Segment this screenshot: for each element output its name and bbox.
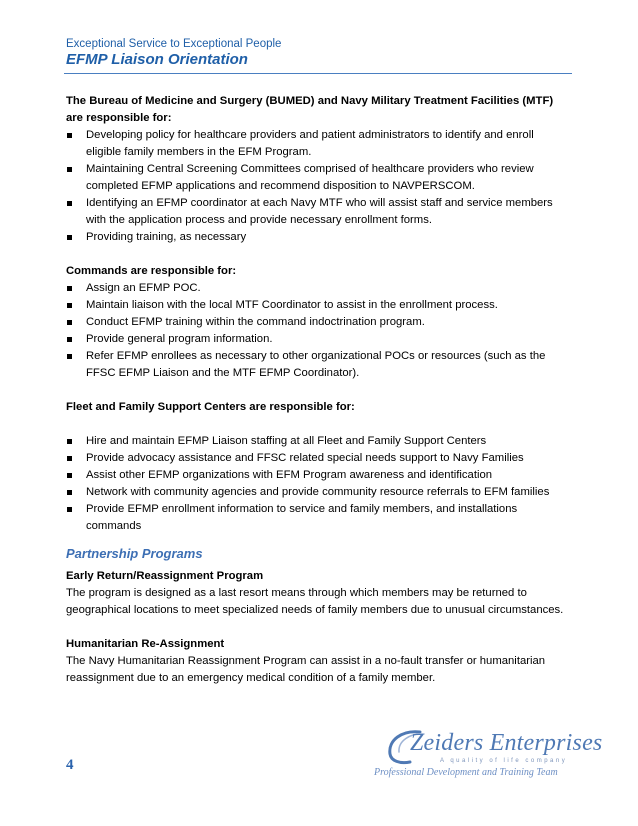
square-bullet-icon — [67, 167, 72, 172]
list-item-text: Conduct EFMP training within the command indoctrination program. — [86, 316, 425, 328]
list-item-text: Hire and maintain EFMP Liaison staffing at all Fleet and Family Support Centers — [86, 435, 487, 447]
list-item-text: Developing policy for healthcare providers and patient administrators to identify and enroll eligible family members in the EFM Program. — [86, 129, 534, 158]
list-item — [66, 348, 572, 382]
list-item — [66, 127, 572, 161]
square-bullet-icon — [67, 235, 72, 240]
list-item — [66, 484, 572, 501]
humanitarian-body: The Navy Humanitarian Reassignment Program can assist in a no-fault transfer or humanitarian reassignment due to an emergency medical condition of a family member. — [66, 655, 546, 684]
humanitarian-heading: Humanitarian Re-Assignment — [66, 638, 225, 650]
list-item — [66, 433, 572, 450]
square-bullet-icon — [67, 490, 72, 495]
list-item-text: Provide advocacy assistance and FFSC related special needs support to Navy Families — [86, 452, 524, 464]
list-item — [66, 467, 572, 484]
page-content — [66, 93, 572, 687]
zeiders-logo — [380, 728, 603, 788]
list-item-text: Network with community agencies and provide community resource referrals to EFM families — [86, 486, 550, 498]
commands-heading: Commands are responsible for: — [66, 265, 237, 277]
header-title: EFMP Liaison Orientation — [66, 51, 248, 68]
list-item — [66, 195, 572, 229]
square-bullet-icon — [67, 133, 72, 138]
page-number: 4 — [66, 757, 74, 773]
commands-list — [66, 280, 572, 382]
list-item — [66, 450, 572, 467]
square-bullet-icon — [67, 303, 72, 308]
square-bullet-icon — [67, 201, 72, 206]
square-bullet-icon — [67, 473, 72, 478]
list-item — [66, 161, 572, 195]
footer-team: Professional Development and Training Team — [374, 767, 558, 778]
early-return-body: The program is designed as a last resort means through which members may be returned to geographical locations to meet specialized needs of family members due to unusual circumstances. — [66, 587, 564, 616]
logo-tagline: A quality of life company — [440, 758, 568, 764]
list-item — [66, 297, 572, 314]
list-item-text: Refer EFMP enrollees as necessary to other organizational POCs or resources (such as the FFSC EFMP Liaison and the MTF EFMP Coordinator). — [86, 350, 546, 379]
list-item-text: Provide EFMP enrollment information to service and family members, and installations commands — [86, 503, 518, 532]
square-bullet-icon — [67, 320, 72, 325]
early-return-heading: Early Return/Reassignment Program — [66, 570, 264, 582]
square-bullet-icon — [67, 507, 72, 512]
partnership-section — [66, 544, 572, 687]
header-subtitle: Exceptional Service to Exceptional People — [66, 38, 282, 50]
square-bullet-icon — [67, 456, 72, 461]
list-item-text: Provide general program information. — [86, 333, 273, 345]
list-item — [66, 331, 572, 348]
list-item — [66, 314, 572, 331]
square-bullet-icon — [67, 439, 72, 444]
ffsc-section — [66, 399, 572, 535]
list-item — [66, 280, 572, 297]
list-item-text: Maintaining Central Screening Committees comprised of healthcare providers who review completed EFMP applications and recommend disposition to NAVPERSCOM. — [86, 163, 534, 192]
list-item-text: Providing training, as necessary — [86, 231, 247, 243]
list-item-text: Maintain liaison with the local MTF Coordinator to assist in the enrollment process. — [86, 299, 498, 311]
square-bullet-icon — [67, 354, 72, 359]
ffsc-list — [66, 433, 572, 535]
ffsc-heading: Fleet and Family Support Centers are responsible for: — [66, 401, 355, 413]
bumed-list — [66, 127, 572, 246]
square-bullet-icon — [67, 337, 72, 342]
bumed-section — [66, 93, 572, 246]
partnership-title: Partnership Programs — [66, 546, 203, 561]
square-bullet-icon — [67, 286, 72, 291]
list-item-text: Assist other EFMP organizations with EFM Program awareness and identification — [86, 469, 493, 481]
list-item-text: Identifying an EFMP coordinator at each Navy MTF who will assist staff and service members with the application process and provide necessary enrollment forms. — [86, 197, 553, 226]
bumed-heading: The Bureau of Medicine and Surgery (BUMED) and Navy Military Treatment Facilities (MTF) are responsible for: — [66, 95, 554, 124]
list-item — [66, 229, 572, 246]
header-divider — [64, 73, 572, 74]
logo-name: Zeiders Enterprises — [410, 730, 603, 756]
commands-section — [66, 263, 572, 382]
list-item-text: Assign an EFMP POC. — [86, 282, 201, 294]
list-item — [66, 501, 572, 535]
